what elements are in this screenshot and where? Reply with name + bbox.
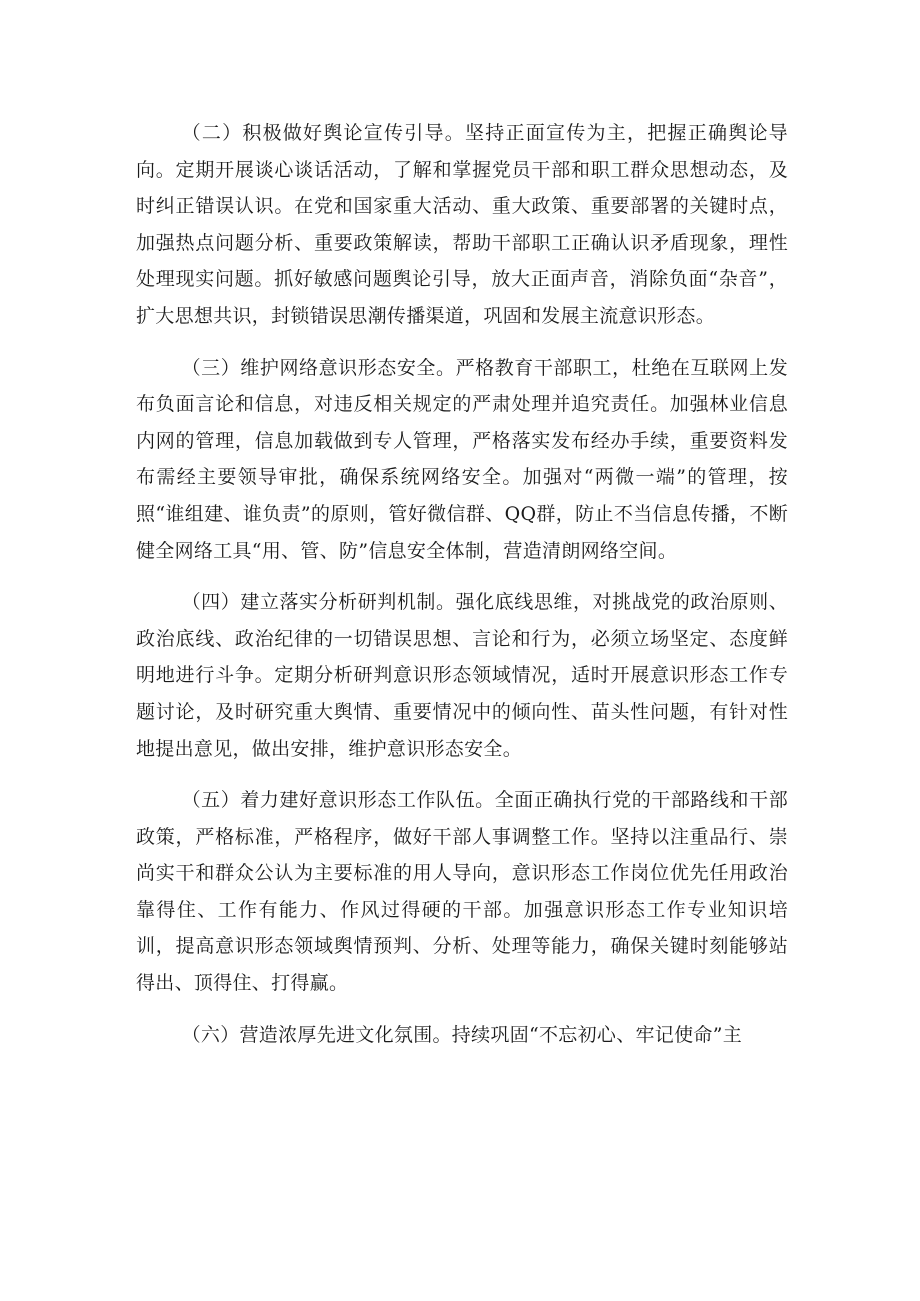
paragraph-4-analysis-mechanism: （四）建立落实分析研判机制。强化底线思维，对挑战党的政治原则、政治底线、政治纪律的一切错误思想、言论和行为，必须立场坚定、态度鲜明地进行斗争。定期分析研判意识形态领域情况，适时开展意识形态工作专题讨论，及时研究重大舆情、重要情况中的倾向性、苗头性问题，有针对性地提出意见，做出安排，维护意识形态安全。 — [136, 591, 788, 760]
paragraph-3-network-security: （三）维护网络意识形态安全。严格教育干部职工，杜绝在互联网上发布负面言论和信息，对违反相关规定的严肃处理并追究责任。加强林业信息内网的管理，信息加载做到专人管理，严格落实发布经办手续，重要资料发布需经主要领导审批，确保系统网络安全。加强对“两微一端”的管理，按照“谁组建、谁负责”的原则，管好微信群、QQ群，防止不当信息传播，不断健全网络工具“用、管、防”信息安全体制，营造清朗网络空间。 — [136, 356, 788, 562]
paragraph-6-culture: （六）营造浓厚先进文化氛围。持续巩固“不忘初心、牢记使命”主 — [181, 1023, 743, 1046]
paragraph-2-public-opinion: （二）积极做好舆论宣传引导。坚持正面宣传为主，把握正确舆论导向。定期开展谈心谈话活动，了解和掌握党员干部和职工群众思想动态，及时纠正错误认识。在党和国家重大活动、重大政策、重要部署的关键时点，加强热点问题分析、重要政策解读，帮助干部职工正确认识矛盾现象，理性处理现实问题。抓好敏感问题舆论引导，放大正面声音，消除负面“杂音”，扩大思想共识，封锁错误思潮传播渠道，巩固和发展主流意识形态。 — [136, 122, 788, 327]
paragraph-5-team-building: （五）着力建好意识形态工作队伍。全面正确执行党的干部路线和干部政策，严格标准，严格程序，做好干部人事调整工作。坚持以注重品行、崇尚实干和群众公认为主要标准的用人导向，意识形态工作岗位优先任用政治靠得住、工作有能力、作风过得硬的干部。加强意识形态工作专业知识培训，提高意识形态领域舆情预判、分析、处理等能力，确保关键时刻能够站得出、顶得住、打得赢。 — [136, 789, 788, 995]
document-body — [136, 115, 788, 1068]
